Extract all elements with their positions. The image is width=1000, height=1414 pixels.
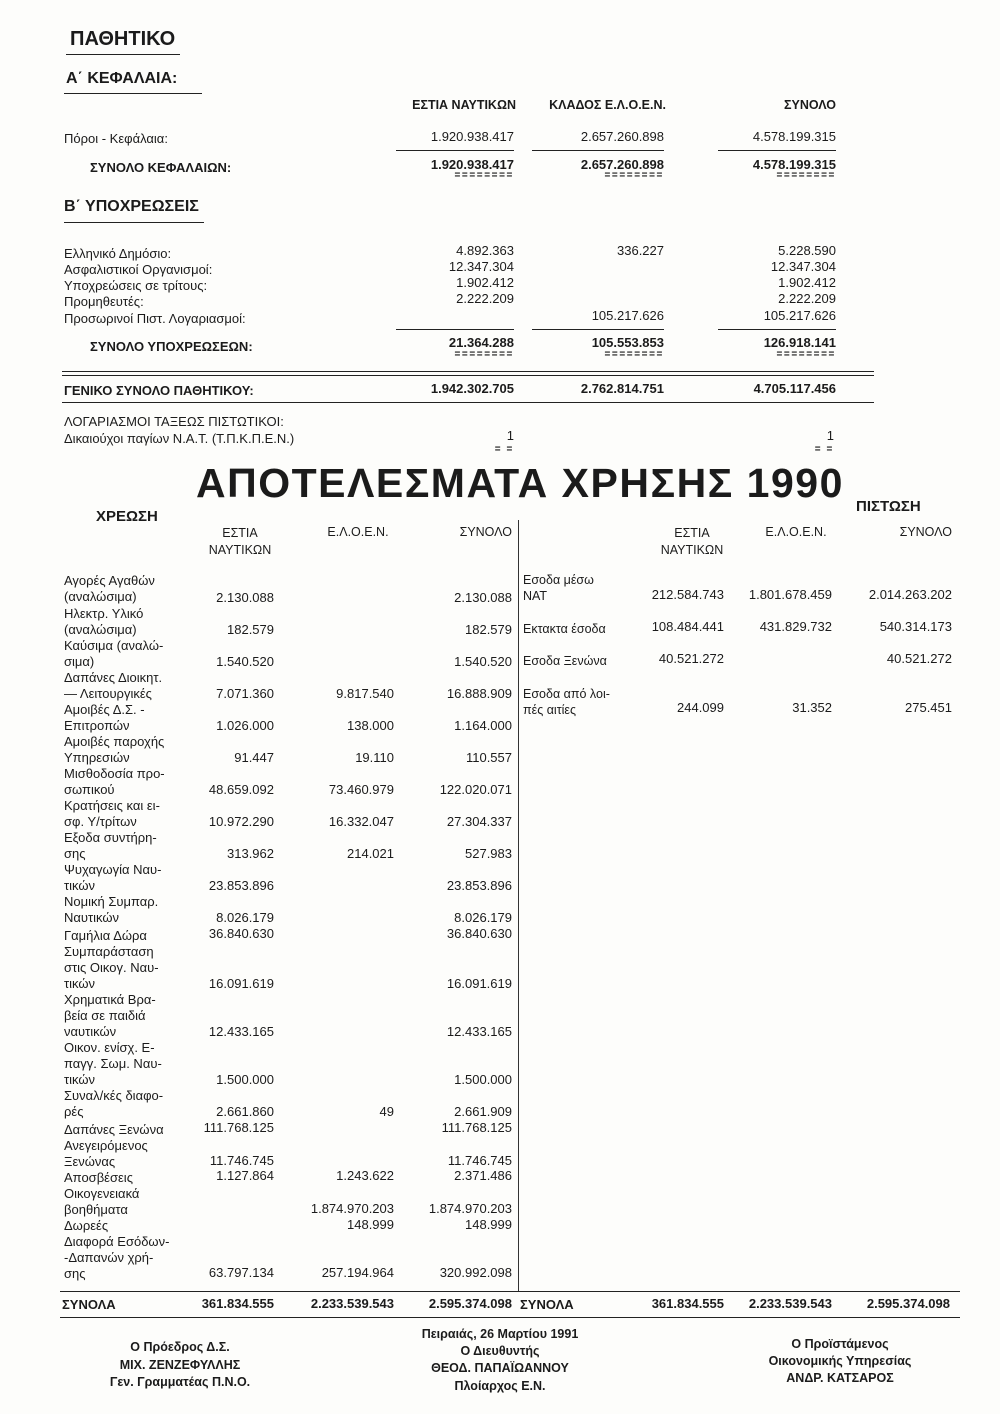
signature-left-line: Ο Πρόεδρος Δ.Σ. [130,1340,230,1354]
debit-value: 9.817.540 [336,686,394,701]
credit-value: 212.584.743 [651,587,724,602]
debit-value: 122.020.071 [439,782,512,797]
debit-value: 1.500.000 [454,1072,512,1087]
debit-value: 320.992.098 [439,1265,512,1280]
row-label: Προμηθευτές: [64,294,144,309]
debit-value: 110.557 [465,750,512,765]
debit-value: 19.110 [355,750,394,765]
debit-value: 36.840.630 [208,926,274,941]
debit-value: 1.243.622 [336,1168,394,1183]
credit-row-label: Εσοδα από λοι- πές αιτίες [523,687,610,717]
subtotal-value: 126.918.141 [763,335,836,350]
debit-value: 111.768.125 [441,1120,512,1135]
results-title: ΑΠΟΤΕΛΕΣΜΑΤΑ ΧΡΗΣΗΣ 1990 [196,460,844,506]
debit-row-label: Ανεγειρόμενος Ξενώνας [64,1138,148,1169]
grand-total-label: ΓΕΝΙΚΟ ΣΥΝΟΛΟ ΠΑΘΗΤΙΚΟΥ: [64,383,254,398]
subtotal-value: 4.578.199.315 [752,157,836,172]
debit-row-label: Ψυχαγωγία Ναυ- τικών [64,862,162,893]
double-rule: ======== [776,349,836,360]
debit-value: 8.026.179 [216,910,274,925]
debit-value: 2.130.088 [216,590,274,605]
debit-row-label: Νομική Συμπαρ. Ναυτικών [64,894,159,925]
double-rule: ======== [776,170,836,181]
place-date: Πειραιάς, 26 Μαρτίου 1991 [421,1327,579,1341]
debit-row-label: Οικογενειακά βοηθήματα [64,1186,140,1217]
debit-row-label: Διαφορά Εσόδων- -Δαπανών χρή- σης [64,1234,170,1281]
column-divider [518,520,519,1292]
debit-value: 1.540.520 [216,654,274,669]
debit-value: 138.000 [347,718,394,733]
column-header: ΕΣΤΙΑ ΝΑΥΤΙΚΩΝ [412,98,516,112]
credit-value: 244.099 [677,700,724,715]
value-cell: 105.217.626 [591,308,664,323]
debit-row-label: Κρατήσεις και ει- σφ. Υ/τρίτων [64,798,160,829]
debit-value: 1.874.970.203 [310,1201,394,1216]
value-cell: 105.217.626 [763,308,836,323]
debit-value: 111.768.125 [203,1120,274,1135]
debit-value: 16.888.909 [446,686,512,701]
debit-row-label: Δωρεές [64,1218,109,1233]
capital-heading-underline [64,93,202,94]
row-label: Προσωρινοί Πιστ. Λογαριασμοί: [64,311,246,326]
debit-total-value: 2.595.374.098 [428,1296,512,1311]
debit-row-label: Οικον. ενίσχ. Ε- παγγ. Σωμ. Ναυ- τικών [64,1040,162,1087]
grand-total-value: 2.762.814.751 [580,381,664,396]
credit-value: 275.451 [905,700,952,715]
debit-row-label: Συμπαράσταση στις Οικογ. Ναυ- τικών [64,944,159,991]
debit-row-label: Αγορές Αγαθών (αναλώσιμα) [64,573,155,604]
credit-total-value: 2.595.374.098 [866,1296,950,1311]
totals-bottom-rule [60,1317,960,1318]
subtotal-value: 21.364.288 [448,335,514,350]
debit-value: 182.579 [465,622,512,637]
double-rule: ======== [454,349,514,360]
debit-value: 1.026.000 [216,718,274,733]
obligations-heading: Β΄ ΥΠΟΧΡΕΩΣΕΙΣ [64,198,199,215]
memo-double-rule: = = [814,444,834,455]
signature-right-line: Οικονομικής Υπηρεσίας [768,1354,912,1368]
debit-value: 8.026.179 [454,910,512,925]
subtotal-rule [396,329,514,330]
memo-value: 1 [826,428,834,443]
debit-row-label: Μισθοδοσία προ- σωπικού [64,766,165,797]
debit-value: 313.962 [227,846,274,861]
credit-value: 2.014.263.202 [868,587,952,602]
debit-value: 2.661.860 [216,1104,274,1119]
value-cell: 12.347.304 [448,259,514,274]
debit-row-label: Ηλεκτρ. Υλικό (αναλώσιμα) [64,606,144,637]
credit-row-label: Εσοδα μέσω ΝΑΤ [523,573,594,603]
debit-value: 16.332.047 [328,814,394,829]
value-cell: 5.228.590 [778,243,836,258]
debit-value: 11.746.745 [447,1153,512,1168]
credit-value: 1.801.678.459 [748,587,832,602]
subtotal-value: 105.553.853 [591,335,664,350]
debit-value: 7.071.360 [216,686,274,701]
debit-value: 16.091.619 [208,976,274,991]
subtotal-value: 1.920.938.417 [430,157,514,172]
obligations-heading-underline [64,222,204,223]
debit-total-value: 361.834.555 [201,1296,274,1311]
debit-value: 36.840.630 [446,926,512,941]
credit-value: 40.521.272 [886,651,952,666]
debit-value: 63.797.134 [208,1265,274,1280]
debit-value: 11.746.745 [209,1153,274,1168]
memo-row-label: Δικαιούχοι παγίων Ν.Α.Τ. (Τ.Π.Κ.Π.Ε.Ν.) [64,431,295,446]
debit-total-value: 2.233.539.543 [310,1296,394,1311]
credit-total-value: 361.834.555 [651,1296,724,1311]
debit-value: 527.983 [465,846,512,861]
grand-total-top-rule [62,371,874,372]
debit-value: 10.972.290 [208,814,274,829]
memo-value: 1 [506,428,514,443]
grand-total-value: 1.942.302.705 [430,381,514,396]
debit-column-header: Ε.Λ.Ο.Ε.Ν. [327,525,389,539]
debit-value: 1.164.000 [454,718,512,733]
debit-value: 23.853.896 [208,878,274,893]
signature-right-line: Ο Προϊστάμενος [791,1337,889,1351]
debit-value: 48.659.092 [208,782,274,797]
title-underline [66,54,180,55]
credit-total-value: 2.233.539.543 [748,1296,832,1311]
grand-total-top-rule [62,375,874,376]
debit-row-label: Γαμήλια Δώρα [64,928,147,943]
memo-heading: ΛΟΓΑΡΙΑΣΜΟΙ ΤΑΞΕΩΣ ΠΙΣΤΩΤΙΚΟΙ: [64,414,284,429]
value-cell: 2.222.209 [778,291,836,306]
credit-column-header: ΣΥΝΟΛΟ [899,525,952,539]
debit-value: 2.661.909 [454,1104,512,1119]
grand-total-bottom-rule [62,402,874,403]
debit-value: 16.091.619 [446,976,512,991]
value-cell: 1.902.412 [456,275,514,290]
subtotal-value: 2.657.260.898 [580,157,664,172]
debit-heading: ΧΡΕΩΣΗ [96,508,158,525]
signature-right-line: ΑΝΔΡ. ΚΑΤΣΑΡΟΣ [786,1371,894,1385]
debit-value: 2.130.088 [454,590,512,605]
debit-value: 49 [379,1104,394,1119]
debit-row-label: Αμοιβές παροχής Υπηρεσιών [64,734,165,765]
double-rule: ======== [604,170,664,181]
debit-value: 214.021 [347,846,394,861]
debit-row-label: Καύσιμα (αναλώ- σιμα) [64,638,164,669]
capital-heading: Α΄ ΚΕΦΑΛΑΙΑ: [66,70,178,87]
value-cell: 12.347.304 [770,259,836,274]
debit-value: 91.447 [234,750,274,765]
credit-heading: ΠΙΣΤΩΣΗ [856,498,921,515]
credit-value: 431.829.732 [759,619,832,634]
debit-value: 1.540.520 [454,654,512,669]
debit-value: 1.127.864 [216,1168,274,1183]
signature-left-line: Γεν. Γραμματέας Π.Ν.Ο. [109,1375,251,1389]
credit-column-header: Ε.Λ.Ο.Ε.Ν. [765,525,827,539]
credit-row-label: Εκτακτα έσοδα [523,622,606,636]
double-rule: ======== [454,170,514,181]
debit-value: 27.304.337 [446,814,512,829]
column-header: ΣΥΝΟΛΟ [784,98,836,112]
totals-top-rule [60,1291,960,1292]
value-cell: 336.227 [617,243,664,258]
subtotal-rule [532,329,664,330]
value-cell: 2.222.209 [456,291,514,306]
credit-value: 31.352 [792,700,832,715]
debit-row-label: Αμοιβές Δ.Σ. - Επιτροπών [64,702,145,733]
signature-left-line: ΜΙΧ. ΖΕΝΖΕΦΥΛΛΗΣ [119,1358,241,1372]
debit-row-label: Δαπάνες Διοικητ. — Λειτουργικές [64,670,163,701]
row-label: Πόροι - Κεφάλαια: [64,131,168,146]
subtotal-rule [532,150,664,151]
value-cell: 2.657.260.898 [580,129,664,144]
value-cell: 4.578.199.315 [752,129,836,144]
row-label: Ασφαλιστικοί Οργανισμοί: [64,262,213,277]
row-label: Ελληνικό Δημόσιο: [64,246,172,261]
debit-column-header: ΣΥΝΟΛΟ [459,525,512,539]
credit-total-label: ΣΥΝΟΛΑ [520,1297,574,1312]
debit-value: 1.500.000 [216,1072,274,1087]
debit-value: 1.874.970.203 [428,1201,512,1216]
value-cell: 1.902.412 [778,275,836,290]
value-cell: 4.892.363 [456,243,514,258]
subtotal-rule [396,150,514,151]
debit-value: 73.460.979 [328,782,394,797]
debit-value: 148.999 [465,1217,512,1232]
debit-row-label: Δαπάνες Ξενώνα [64,1122,164,1137]
credit-value: 540.314.173 [879,619,952,634]
signature-center-line: Ο Διευθυντής [460,1344,540,1358]
signature-center-line: ΘΕΟΔ. ΠΑΠΑΪΩΑΝΝΟΥ [431,1361,569,1375]
debit-row-label: Συναλ/κές διαφο- ρές [64,1088,164,1119]
debit-value: 12.433.165 [208,1024,274,1039]
subtotal-rule [718,150,836,151]
debit-value: 182.579 [227,622,274,637]
debit-value: 257.194.964 [321,1265,394,1280]
debit-row-label: Εξοδα συντήρη- σης [64,830,157,861]
memo-double-rule: = = [494,444,514,455]
grand-total-value: 4.705.117.456 [753,381,836,396]
debit-value: 23.853.896 [446,878,512,893]
debit-row-label: Χρηματικά Βρα- βεία σε παιδιά ναυτικών [64,992,156,1039]
debit-total-label: ΣΥΝΟΛΑ [62,1297,116,1312]
debit-value: 148.999 [347,1217,394,1232]
signature-center-line: Πλοίαρχος Ε.Ν. [454,1379,546,1393]
row-label: Υποχρεώσεις σε τρίτους: [64,278,208,293]
page-title: ΠΑΘΗΤΙΚΟ [70,28,176,50]
debit-row-label: Αποσβέσεις [64,1170,133,1185]
debit-column-header: ΕΣΤΙΑ ΝΑΥΤΙΚΩΝ [208,526,272,557]
credit-row-label: Εσοδα Ξενώνα [523,654,607,668]
subtotal-rule [718,329,836,330]
debit-value: 12.433.165 [446,1024,512,1039]
value-cell: 1.920.938.417 [430,129,514,144]
debit-value: 2.371.486 [454,1168,512,1183]
column-header: ΚΛΑΔΟΣ Ε.Λ.Ο.Ε.Ν. [549,98,666,112]
subtotal-label: ΣΥΝΟΛΟ ΚΕΦΑΛΑΙΩΝ: [90,160,232,175]
credit-value: 108.484.441 [651,619,724,634]
credit-value: 40.521.272 [658,651,724,666]
subtotal-label: ΣΥΝΟΛΟ ΥΠΟΧΡΕΩΣΕΩΝ: [90,339,253,354]
double-rule: ======== [604,349,664,360]
credit-column-header: ΕΣΤΙΑ ΝΑΥΤΙΚΩΝ [660,526,724,557]
